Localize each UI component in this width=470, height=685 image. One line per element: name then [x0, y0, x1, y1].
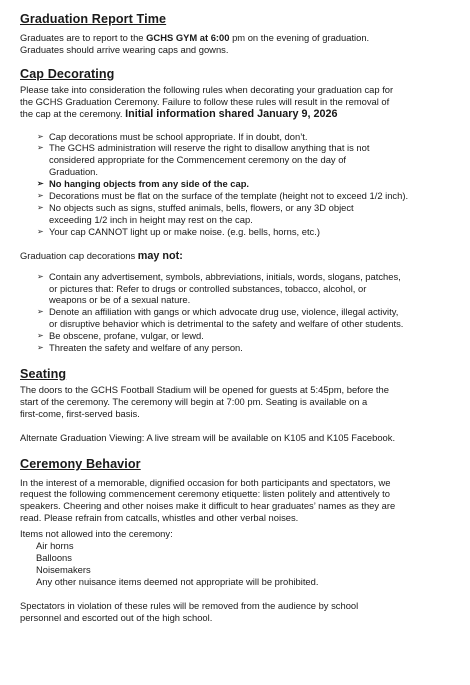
arrow-bullet-icon: ➢ [37, 343, 44, 353]
section-cap-decorating [20, 67, 470, 354]
list-item: Any other nuisance items deemed not appropriate will be prohibited. [36, 575, 319, 587]
cap-intro-line3: the cap at the ceremony. [20, 107, 126, 119]
arrow-bullet-icon: ➢ [37, 226, 44, 236]
graduation-text-post: pm on the evening of graduation. [229, 32, 370, 43]
arrow-bullet-icon: ➢ [37, 143, 44, 153]
arrow-bullet-icon: ➢ [37, 179, 44, 189]
cap-initial-info: Initial information shared January 9, 2026 [125, 107, 338, 120]
behavior-items-list [20, 540, 470, 588]
list-item: ➢ Cap decorations must be school appropriate. If in doubt, don’t. [37, 130, 308, 142]
list-item: ➢ Contain any advertisement, symbols, abbreviations, initials, words, slogans, patches, or pictures that: Refer to drugs or controlled substances, tobacco, alcohol, or weapons or be of a sexual nature. [37, 270, 401, 306]
graduation-text-bold: GCHS GYM at 6:00 [146, 32, 230, 43]
arrow-bullet-icon: ➢ [37, 131, 44, 141]
behavior-paragraph: In the interest of a memorable, dignified occasion for both participants and spectators, we request the following commencement ceremony etiquette: listen politely and attentively to speakers. Cheering and other noises make it difficult to hear graduates’ names as they are read. Please refrain from catcalls, whistles and other verbal noises. [20, 476, 396, 524]
cap-intro-line2: the GCHS Graduation Ceremony. Failure to follow these rules will result in the removal of [20, 95, 390, 107]
arrow-bullet-icon: ➢ [37, 331, 44, 341]
list-item: ➢ Denote an affiliation with gangs or which advocate drug use, violence, illegal activity, or disruptive behavior which is detrimental to the safety and welfare of other students. [37, 306, 404, 330]
list-item: Noisemakers [36, 563, 91, 575]
heading-seating: Seating [20, 366, 67, 381]
behavior-closing: Spectators in violation of these rules will be removed from the audience by school personnel and escorted out of the high school. [20, 599, 359, 623]
list-item: ➢ Threaten the safety and welfare of any person. [37, 342, 243, 354]
list-item: ➢ No objects such as signs, stuffed animals, bells, flowers, or any 3D object exceeding 1/2 inch in height may rest on the cap. [37, 201, 354, 225]
graduation-paragraph [20, 32, 470, 56]
graduation-text-pre: Graduates are to report to the [20, 32, 147, 43]
maynot-emphasis: may not: [137, 249, 183, 262]
heading-graduation-report: Graduation Report Time [20, 12, 167, 26]
list-item: ➢ Your cap CANNOT light up or make noise. (e.g. bells, horns, etc.) [37, 225, 320, 237]
list-item: Air horns [36, 540, 74, 552]
section-seating [20, 367, 470, 444]
list-item: ➢ No hanging objects from any side of the cap. [37, 178, 250, 190]
arrow-bullet-icon: ➢ [37, 307, 44, 317]
list-item: Balloons [36, 552, 72, 563]
section-graduation-report [20, 12, 470, 56]
seating-alternate-viewing: Alternate Graduation Viewing: A live stream will be available on K105 and K105 Facebook. [20, 431, 396, 443]
arrow-bullet-icon: ➢ [37, 271, 44, 281]
list-item: ➢ Be obscene, profane, vulgar, or lewd. [37, 330, 204, 342]
cap-intro [20, 84, 470, 121]
seating-paragraph: The doors to the GCHS Football Stadium will be opened for guests at 5:45pm, before the start of the ceremony. The ceremony will begin at 7:00 pm. Seating is available on a first-come, first-served basis. [20, 383, 389, 419]
cap-maynot-list [20, 271, 470, 354]
cap-maynot-intro: Graduation cap decorations may not: [20, 249, 183, 262]
list-item: ➢ Decorations must be flat on the surface of the template (height not to exceed 1/2 inch). [37, 190, 409, 202]
list-item: ➢ The GCHS administration will reserve the right to disallow anything that is not considered appropriate for the Commencement ceremony on the day of Graduation. [37, 142, 370, 178]
arrow-bullet-icon: ➢ [37, 202, 44, 212]
cap-intro-line1: Please take into consideration the following rules when decorating your graduation cap for [20, 83, 394, 95]
arrow-bullet-icon: ➢ [37, 191, 44, 201]
heading-cap-decorating: Cap Decorating [20, 66, 115, 81]
behavior-not-allowed-label: Items not allowed into the ceremony: [20, 528, 173, 540]
cap-rules-list [20, 131, 470, 238]
section-ceremony-behavior [20, 457, 470, 624]
heading-ceremony-behavior: Ceremony Behavior [20, 456, 141, 471]
graduation-text-line2: Graduates should arrive wearing caps and gowns. [20, 43, 229, 55]
